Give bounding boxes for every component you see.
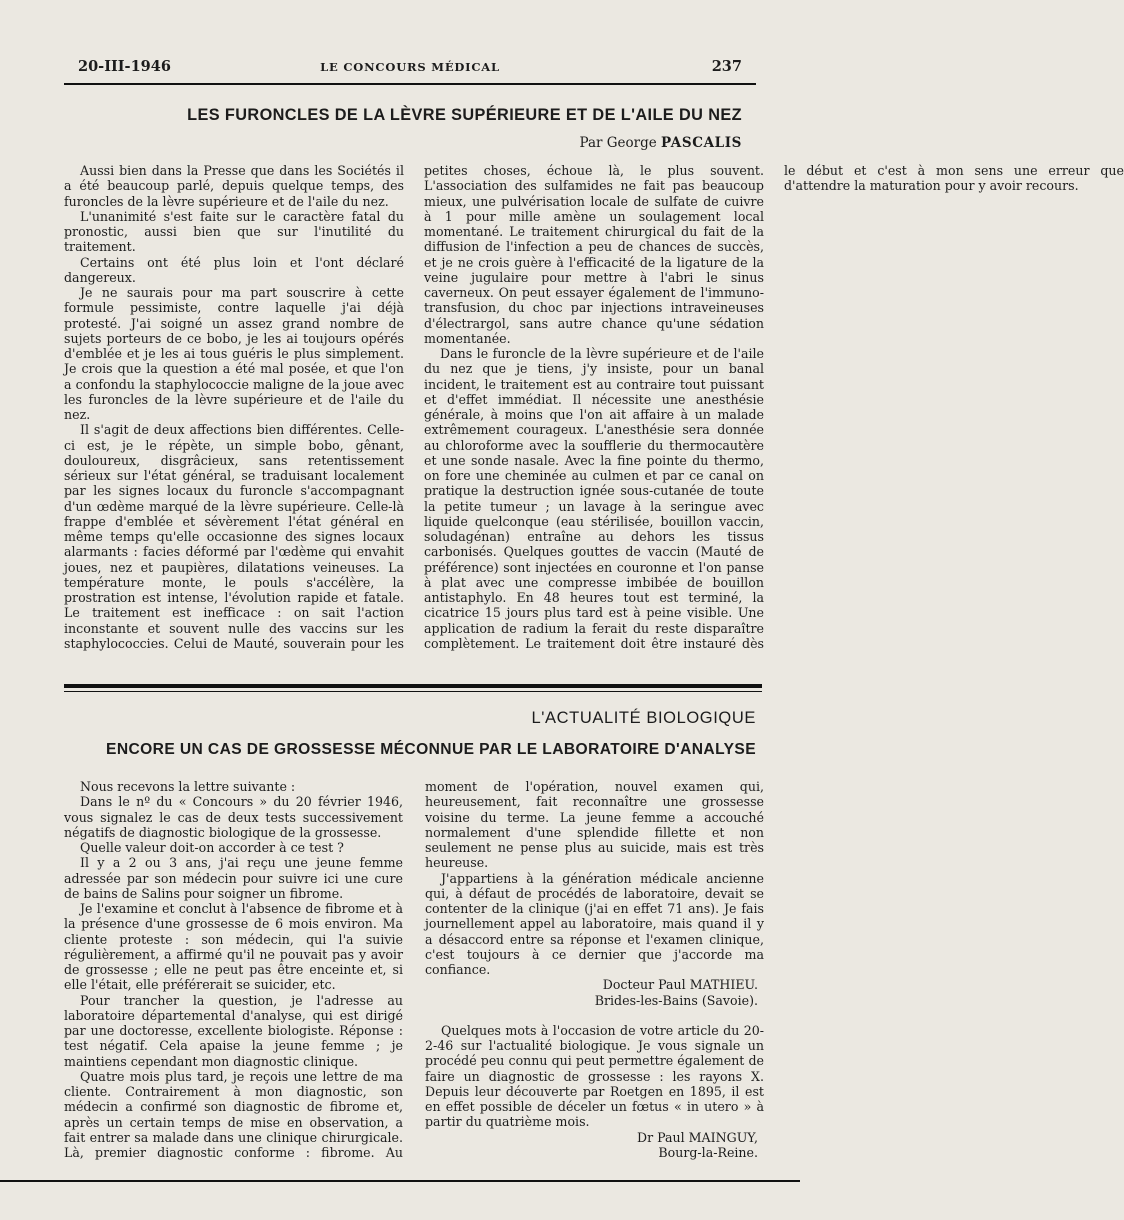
page-number: 237 bbox=[711, 58, 742, 75]
letter1-paragraph: J'appartiens à la génération médicale ancienne qui, à défaut de procédés de laboratoire, devait se contenter de la clinique (j'ai en effet 71 ans). Je fais journellement appel au laboratoire, mais quand il y a désaccord entre sa réponse et l'examen clinique, c'est toujours à ce dernier que j'accorde ma confiance. bbox=[425, 870, 764, 977]
issue-date: 20-III-1946 bbox=[78, 58, 171, 75]
article2-columns bbox=[64, 779, 764, 1167]
letter2-signature bbox=[425, 1130, 764, 1161]
signature-name: Docteur Paul MATHIEU. bbox=[602, 977, 758, 993]
section-rule-thick bbox=[64, 684, 762, 688]
signature-place: Brides-les-Bains (Savoie). bbox=[594, 992, 758, 1008]
signature-name: Dr Paul MAINGUY, bbox=[636, 1129, 758, 1145]
letter1-paragraph: Dans le nº du « Concours » du 20 février 1946, vous signalez le cas de deux tests successivement négatifs de diagnostic biologique de la grossesse. bbox=[64, 794, 403, 840]
article2-flow bbox=[64, 779, 764, 1167]
article1-paragraph: Il s'agit de deux affections bien différentes. Celle-ci est, je le répète, un simple bobo, gênant, douloureux, disgrâcieux, sans retentissement sérieux sur l'état général, se traduisant localement par les signes locaux du furoncle s'accompagnant d'un œdème marqué de la lèvre supérieure. Celle-là frappe d'emblée et sévèrement l'état général en même temps qu'elle occasionne des signes locaux alarmants : facies déformé par l'œdème qui envahit joues, nez et paupières, dilatations veineuses. La température monte, le pouls s'accélère, la prostration est intense, l'évolution rapide et fatale. Le traitement est inefficace : on sait l'action inconstante et souvent nulle des vaccins sur les staphylococcies. Celui de Mauté, souverain pour les petites choses, échoue là, le plus souvent. L'association des sulfamides ne fait pas beaucoup mieux, une pulvérisation locale de sulfate de cuivre à 1 pour mille amène un soulagement local momentané. Le traitement chirurgical du fait de la diffusion de l'infection a peu de chances de succès, et je ne crois guère à l'efficacité de la ligature de la veine jugulaire pour mettre à l'abri le sinus caverneux. On peut essayer également de l'immuno-transfusion, du choc par injections intraveineuses d'électrargol, sans autre chance qu'une sédation momentanée. bbox=[64, 163, 764, 651]
byline-prefix: Par George bbox=[579, 135, 657, 151]
article-byline bbox=[579, 135, 742, 151]
article-title: LES FURONCLES DE LA LÈVRE SUPÉRIEURE ET DE L'AILE DU NEZ bbox=[187, 106, 742, 124]
letter1-paragraph: Quatre mois plus tard, je reçois une lettre de ma cliente. Contrairement à mon diagnostic, son médecin a confirmé son diagnostic de fibrome et, après un certain temps de mise en observation, a fait entrer sa malade dans une clinique chirurgicale. Là, premier diagnostic conforme : fibrome. Au moment de l'opération, nouvel examen qui, heureusement, fait reconnaître une grossesse voisine du terme. La jeune femme a accouché normalement d'une splendide fillette et non seulement ne pense plus au suicide, mais est très heureuse. bbox=[64, 779, 764, 1160]
letter1-paragraph: Pour trancher la question, je l'adresse au laboratoire départemental d'analyse, qui est dirigé par une doctoresse, excellente biologiste. Réponse : test négatif. Cela apaise la jeune femme ; je maintiens cependant mon diagnostic clinique. bbox=[64, 992, 403, 1069]
letter1-paragraph: Quelle valeur doit-on accorder à ce test ? bbox=[80, 840, 344, 855]
footer-rule bbox=[0, 1180, 800, 1182]
signature-place: Bourg-la-Reine. bbox=[658, 1144, 758, 1160]
header-rule bbox=[64, 83, 756, 85]
letter-separator bbox=[425, 1008, 764, 1023]
section-label: L'ACTUALITÉ BIOLOGIQUE bbox=[531, 709, 756, 727]
author-name: PASCALIS bbox=[661, 135, 742, 151]
article1-paragraph: Je ne saurais pour ma part souscrire à cette formule pessimiste, contre laquelle j'ai déjà protesté. J'ai soigné un assez grand nombre de sujets porteurs de ce bobo, je les ai toujours opérés d'emblée et je les ai tous guéris le plus simplement. Je crois que la question a été mal posée, et que l'on a confondu la staphylococcie maligne de la joue avec les furoncles de la lèvre supérieure et de l'aile du nez. bbox=[64, 285, 404, 422]
article1-left-column bbox=[64, 163, 1124, 665]
section-rule-thin bbox=[64, 691, 762, 692]
journal-name: LE CONCOURS MÉDICAL bbox=[320, 60, 500, 74]
letter1-signature bbox=[425, 977, 764, 1008]
article2-title: ENCORE UN CAS DE GROSSESSE MÉCONNUE PAR LE LABORATOIRE D'ANALYSE bbox=[106, 741, 756, 758]
article1-paragraph: Aussi bien dans la Presse que dans les Sociétés il a été beaucoup parlé, depuis quelque temps, des furoncles de la lèvre supérieure et de l'aile du nez. bbox=[64, 163, 404, 209]
running-head bbox=[78, 58, 742, 82]
letter1-paragraph: Il y a 2 ou 3 ans, j'ai reçu une jeune femme adressée par son médecin pour suivre ici une cure de bains de Salins pour soigner un fibrome. bbox=[64, 855, 403, 901]
letter2-paragraph: Quelques mots à l'occasion de votre article du 20-2-46 sur l'actualité biologique. Je vous signale un procédé peu connu qui peut permettre également de faire un diagnostic de grossesse : les rayons X. Depuis leur découverte par Roetgen en 1895, il est en effet possible de déceler un fœtus « in utero » à partir du quatrième mois. bbox=[425, 1022, 764, 1130]
article1-paragraph: Certains ont été plus loin et l'ont déclaré dangereux. bbox=[64, 254, 404, 285]
letter1-paragraph: Je l'examine et conclut à l'absence de fibrome et à la présence d'une grossesse de 6 mois environ. Ma cliente proteste : son médecin, qui l'a suivie régulièrement, a affirmé qu'il ne pouvait pas y avoir de grossesse ; elle ne peut pas être enceinte et, si elle l'était, elle préférerait se suicider, etc. bbox=[64, 901, 403, 993]
letter1-paragraph: Nous recevons la lettre suivante : bbox=[80, 779, 296, 794]
article1-paragraph: Dans le furoncle de la lèvre supérieure et de l'aile du nez que je tiens, j'y insiste, pour un banal incident, le traitement est au contraire tout puissant et d'effet immédiat. Il nécessite une anesthésie générale, à moins que l'on ait affaire à un malade extrêmement courageux. L'anesthésie sera donnée au chloroforme avec la soufflerie du thermocautère et une sonde nasale. Avec la fine pointe du thermo, on fore une cheminée au culmen et par ce canal on pratique la destruction ignée sous-cutanée de toute la petite tumeur ; un lavage à la seringue avec liquide quelconque (eau stérilisée, bouillon vaccin, soludagénan) entraîne au dehors les tissus carbonisés. Quelques gouttes de vaccin (Mauté de préférence) sont injectées en couronne et l'on panse à plat avec une compresse imbibée de bouillon antistaphylo. En 48 heures tout est terminé, la cicatrice 15 jours plus tard est à peine visible. Une application de radium la ferait du reste disparaître complètement. Le traitement doit être instauré dès le début et c'est à mon sens une erreur que d'attendre la maturation pour y avoir recours. bbox=[424, 163, 1124, 651]
article1-paragraph: L'unanimité s'est faite sur le caractère fatal du pronostic, aussi bien que sur l'inutilité du traitement. bbox=[64, 208, 404, 255]
article1-flow bbox=[64, 163, 1124, 665]
